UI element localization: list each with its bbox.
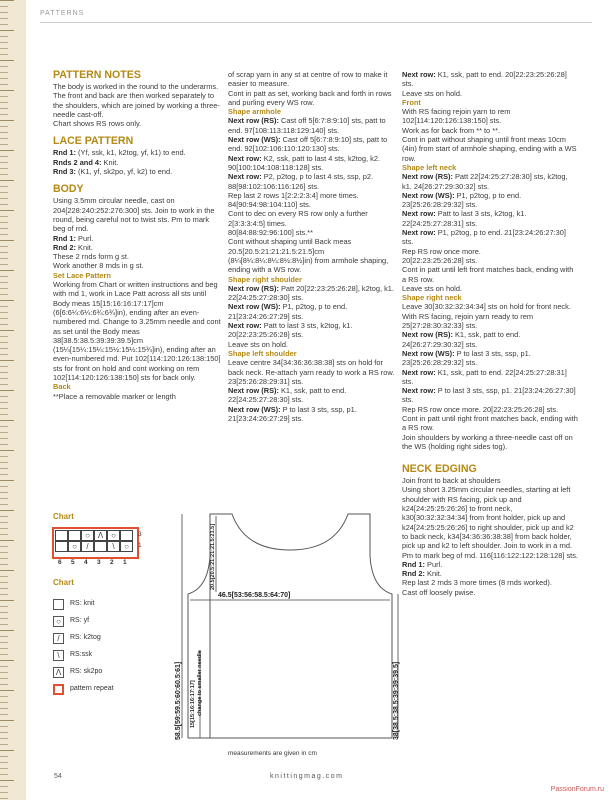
shape-left-neck-heading: Shape left neck xyxy=(402,162,457,172)
lneck-text-6: 20[22:23:25:26:28] sts. xyxy=(402,255,478,265)
armhole-text-8: Cont without shaping until Back meas 20.5[20.5:21:21:21.5:21.5]cm (8¼[8¼:8¼:8¼:8½:8½]in) from armhole shaping, ending with a WS row. xyxy=(228,237,389,275)
chart-col-label: 5 xyxy=(71,559,75,566)
lshoulder-text-1: Leave centre 34[34:36:36:38:38] sts on hold for back neck. Re-attach yarn ready to work a RS row. 23[25:26:28:29:31] sts. xyxy=(228,358,395,386)
section-label: PATTERNS xyxy=(40,10,85,17)
chart-heading: Chart xyxy=(53,512,74,521)
side-ruler xyxy=(0,0,26,800)
sweater-armhole-left xyxy=(188,514,210,594)
armhole-row-3: Next row: K2, ssk, patt to last 4 sts, k2tog, k2. 90[100:104:108:118:128] sts. xyxy=(228,153,380,172)
front-text-2: Work as for back from ** to **. xyxy=(402,125,501,135)
measurements-caption: measurements are given in cm xyxy=(228,750,317,757)
lneck-text-8: Leave sts on hold. xyxy=(402,283,462,293)
body-length-label: 58.5[59:59.5:60:60.5:61] xyxy=(175,661,182,740)
watermark: PassionForum.ru xyxy=(550,786,604,793)
lneck-row-3: Next row: Patt to last 3 sts, k2tog, k1. 22[24:25:27:28:31] sts. xyxy=(402,209,527,228)
armhole-row-2: Next row (WS): Cast off 5[6:7:8:9:10] sts, patt to end. 92[102:106:110:120:130] sts. xyxy=(228,135,388,154)
neck-rnd-2: Rnd 2: Knit. xyxy=(402,569,442,579)
sweater-outline xyxy=(210,514,392,738)
chart-cell-knit xyxy=(68,530,81,541)
rshoulder-row-3: Next row: Patt to last 3 sts, k2tog, k1. 20[22:23:25:26:28] sts. xyxy=(228,321,353,340)
lower-note: change to smaller needle xyxy=(197,650,203,716)
sk2po-icon: Λ xyxy=(53,667,64,678)
chart-row-label: 1 xyxy=(138,542,142,549)
neck-edging-heading: NECK EDGING xyxy=(402,463,477,476)
chart-col-label: 6 xyxy=(58,559,62,566)
neck-text-5: Rep last 2 rnds 3 more times (8 rnds worked). xyxy=(402,578,552,588)
width-label: 46.5[53:56:58.5:64:70] xyxy=(218,592,291,599)
notes-text-2: Chart shows RS rows only. xyxy=(53,119,142,129)
column-3 xyxy=(402,70,578,597)
armhole-row-1: Next row (RS): Cast off 5[6:7:8:9:10] sts, patt to end. 97[108:113:118:129:140] sts. xyxy=(228,116,386,135)
body-rnd-2: Rnd 2: Knit. xyxy=(53,242,93,252)
chart-cell-knit xyxy=(120,530,133,541)
lneck-row-2: Next row (WS): P1, p2tog, p to end. 23[25:26:28:29:32] sts. xyxy=(402,190,522,210)
neck-text-1: Join front to back at shoulders xyxy=(402,476,501,486)
back-hold-text: Leave sts on hold. xyxy=(402,88,462,98)
set-lace-heading: Set Lace Pattern xyxy=(53,270,111,280)
back-heading: Back xyxy=(53,382,71,392)
lace-pattern-heading: LACE PATTERN xyxy=(53,135,134,148)
back-text-2: Cont in patt as set, working back and forth in rows and purling every WS row. xyxy=(228,88,392,107)
knit-icon xyxy=(53,599,64,610)
pattern-notes-heading: PATTERN NOTES xyxy=(53,69,141,81)
ssk-icon: \ xyxy=(107,541,120,552)
back-row-cont: Next row: K1, ssk, patt to end. 20[22:23:25:26:28] sts. xyxy=(402,70,567,89)
chart-col-label: 4 xyxy=(84,559,88,566)
neck-text-6: Cast off loosely pwise. xyxy=(402,587,476,597)
back-text: **Place a removable marker or length xyxy=(53,391,176,401)
site-name: knittingmag.com xyxy=(270,773,344,780)
rshoulder-text-4: Leave sts on hold. xyxy=(228,339,288,349)
armhole-text-6: Cont to dec on every RS row only a further 2[3:3:3:4:5] times. xyxy=(228,209,368,228)
key-heading: Chart xyxy=(53,578,74,587)
page-number: 54 xyxy=(54,773,62,780)
neck-rnd-1: Rnd 1: Purl. xyxy=(402,559,443,569)
top-divider xyxy=(40,22,592,23)
chart-col-label: 2 xyxy=(110,559,114,566)
lshoulder-row-3: Next row (WS): P to last 3 sts, ssp, p1. 21[23:24:26:27:29] sts. xyxy=(228,404,357,423)
rneck-text-1: Leave 30[30:32:32:34:34] sts on hold for front neck. With RS facing, rejoin yarn ready to rem 25[27:28:30:32:33] sts. xyxy=(402,302,571,331)
armhole-row-4: Next row: P2, p2tog, p to last 4 sts, ssp, p2. 88[98:102:106:116:126] sts. xyxy=(228,172,374,191)
rneck-text-8: Join shoulders by working a three-needle cast off on the WS (holding right sides tog). xyxy=(402,432,573,451)
column-2 xyxy=(228,70,398,423)
pattern-repeat-icon xyxy=(53,684,64,695)
front-text-3: Cont in patt without shaping until front meas 10cm (4in) from start of armhole shaping, ending with a WS row. xyxy=(402,135,577,163)
chart-cell-knit xyxy=(94,541,107,552)
chart-col-label: 1 xyxy=(123,559,127,566)
shape-left-shoulder-heading: Shape left shoulder xyxy=(228,348,297,358)
armhole-text-7: 80[84:88:92:96:100] sts.** xyxy=(228,228,314,238)
lneck-text-7: Cont in patt until left front matches back, ending with a RS row. xyxy=(402,265,574,284)
rshoulder-row-2: Next row (WS): P1, p2tog, p to end. 21[23:24:26:27:29] sts. xyxy=(228,302,348,321)
lace-rnd-3: Rnd 3: (K1, yf, sk2po, yf, k2) to end. xyxy=(53,167,173,177)
shape-right-neck-heading: Shape right neck xyxy=(402,293,462,303)
body-text: Using 3.5mm circular needle, cast on 204[228:240:252:276:300] sts. Join to work in the round, being careful not to twist sts. Pm to mark beg of rnd. xyxy=(53,196,215,234)
front-text-1: With RS facing rejoin yarn to rem 102[114:120:126:138:150] sts. xyxy=(402,107,511,126)
body-heading: BODY xyxy=(53,183,84,196)
rneck-row-3: Next row (WS): P to last 3 sts, ssp, p1. 23[25:26:28:29:32] sts. xyxy=(402,348,531,368)
chart-col-label: 3 xyxy=(97,559,101,566)
body-text-3: Work another 8 rnds in g st. xyxy=(53,261,144,271)
rshoulder-row-1: Next row (RS): Patt 20[22:23:25:26:28], k2tog, k1. 22[24:25:27:28:30] sts. xyxy=(228,283,394,303)
side-label: 38[38.5:38.5:39:39:39.5] xyxy=(393,661,400,740)
column-1 xyxy=(53,66,221,401)
armhole-text-5: Rep last 2 rows 1[2:2:2:3:4] more times. 84[90:94:98:104:110] sts. xyxy=(228,190,359,210)
chart-cell-knit xyxy=(55,541,68,552)
yf-icon: ○ xyxy=(120,541,133,552)
neck-text-2: Using short 3.25mm circular needles, starting at left shoulder with RS facing, pick up and k24[24:25:25:26:26] to front neck, k30[30:32:32:34:34] from front holder, pick up and k24[24:25:25:26:26] to right shoulder, pick up and k2 to back neck, k34[34:36:36:38:38] from back holder, pick up and k2 to left shoulder. Join to work in a rnd. Pm to mark beg of rnd. 116[116:122:122:128:128] sts. xyxy=(402,485,578,560)
back-text-cont: of scrap yarn in any st at centre of row to make it easier to measure. xyxy=(228,70,388,89)
lace-rnd-2: Rnds 2 and 4: Knit. xyxy=(53,157,119,167)
k2tog-icon: / xyxy=(53,633,64,644)
lneck-text-5: Rep RS row once more. xyxy=(402,246,481,256)
lshoulder-row-2: Next row (RS): K1, ssk, patt to end. 22[24:25:27:28:30] sts. xyxy=(228,386,347,405)
notes-text: The body is worked in the round to the underarms. The front and back are then worked separately to the shoulders, which are joined by working a three-needle cast-off. xyxy=(53,82,220,119)
shape-armhole-heading: Shape armhole xyxy=(228,107,281,117)
k2tog-icon: / xyxy=(81,541,94,552)
rneck-row-5: Next row: P to last 3 sts, ssp, p1. 21[23:24:26:27:30] sts. xyxy=(402,386,576,405)
lace-rnd-1: Rnd 1: (Yf, ssk, k1, k2tog, yf, k1) to end. xyxy=(53,148,186,158)
ssk-icon: \ xyxy=(53,650,64,661)
body-text-2: These 2 rnds form g st. xyxy=(53,252,129,262)
rneck-text-6: Rep RS row once more. 20[22:23:25:26:28] sts. xyxy=(402,404,559,414)
rneck-row-2: Next row (RS): K1, ssk, patt to end. 24[26:27:29:30:32] sts. xyxy=(402,330,521,349)
lower-label: 15[15:16:16:17:17] xyxy=(190,680,196,728)
lneck-row-4: Next row: P1, p2tog, p to end. 21[23:24:26:27:30] sts. xyxy=(402,228,566,247)
set-lace-text: Working from Chart or written instructions and beg with rnd 1, work in Lace Patt across all sts until Body meas 15[15:16:16:17:17]cm (6[6:6¼:6¼:6¾:6¾]in), ending after an even-numbered rnd. Change to 3.25mm needle and cont as set until the Body meas 38[38.5:38.5:39:39:39.5]cm (15¼[15¼:15¼:15½:15½:15¾]in), ending after an even-numbered rnd. Put 102[114:120:126:138:150] sts for front on hold and cont working on rem 102[114:120:126:138:150] sts for back only. xyxy=(53,280,221,383)
shape-right-shoulder-heading: Shape right shoulder xyxy=(228,274,302,284)
armhole-label: 20.5[20.5:21:21:21.5:21.5] xyxy=(210,523,216,590)
yf-icon: ○ xyxy=(107,530,120,541)
lneck-row-1: Next row (RS): Patt 22[24:25:27:28:30] sts, k2tog, k1. 24[26:27:29:30:32] sts. xyxy=(402,172,568,191)
front-heading: Front xyxy=(402,97,421,107)
garment-schematic xyxy=(170,500,410,768)
rneck-text-7: Cont in patt until right front matches back, ending with a RS row. xyxy=(402,413,578,433)
yf-icon: ○ xyxy=(53,616,64,627)
yf-icon: ○ xyxy=(68,541,81,552)
chart-row-label: 3 xyxy=(138,531,142,538)
rneck-row-4: Next row: K1, ssk, patt to end. 22[24:25:27:28:31] sts. xyxy=(402,367,567,386)
yf-icon: ○ xyxy=(81,530,94,541)
chart-cell-knit xyxy=(55,530,68,541)
sk2po-icon: Λ xyxy=(94,530,107,541)
body-rnd-1: Rnd 1: Purl. xyxy=(53,233,94,243)
